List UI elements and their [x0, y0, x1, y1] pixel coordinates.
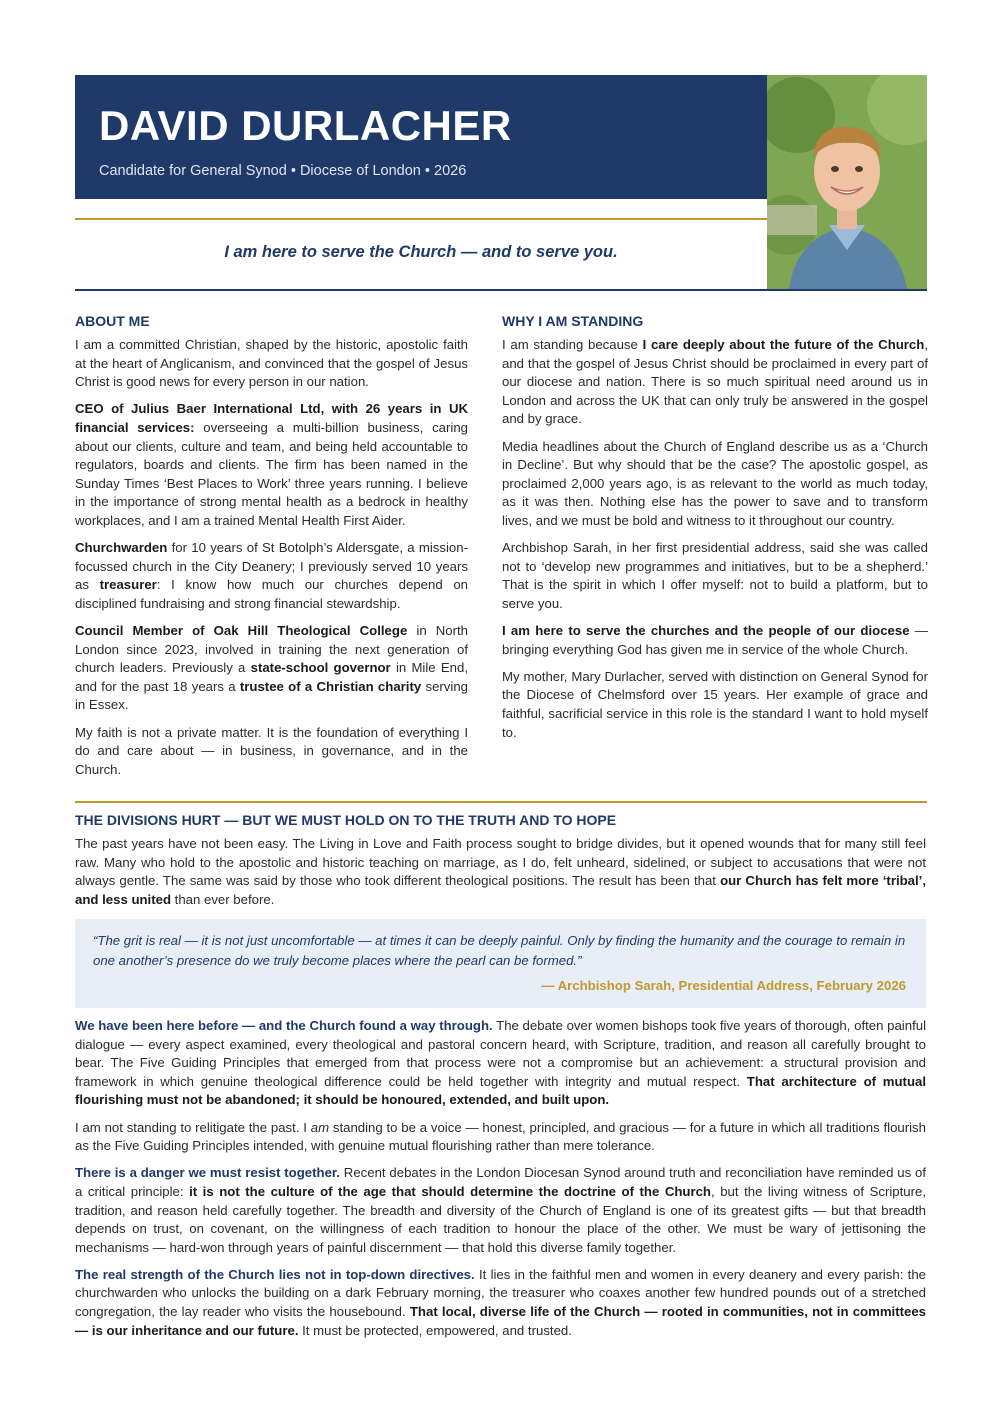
- why-p4-text: — bringing everything God has given me in service of the whole Church.: [502, 623, 928, 657]
- divisions-p5-text-2: It must be protected, empowered, and trusted.: [298, 1322, 572, 1338]
- divisions-p4-lead: There is a danger we must resist together.: [75, 1165, 340, 1181]
- divisions-p5-lead: The real strength of the Church lies not in top-down directives.: [75, 1266, 475, 1282]
- about-paragraph-1: I am a committed Christian, shaped by the historic, apostolic faith at the heart of Anglicanism, and convinced that the gospel of Jesus Christ is good news for every person in our nation.: [75, 337, 468, 390]
- portrait-illustration: [767, 75, 927, 289]
- about-p3-bold-2: treasurer: [99, 577, 157, 593]
- why-paragraph-1: [502, 336, 928, 429]
- divisions-p3-text-2: standing to be a voice — honest, principled, and gracious — for a future in which all traditions flourish as the Five Guiding Principles intended, with genuine mutual flourishing rather than mere tolerance.: [75, 1119, 926, 1154]
- about-p2-bold: CEO of Julius Baer International Ltd, with 26 years in UK financial services:: [75, 401, 468, 435]
- why-p1-text-2: , and that the gospel of Jesus Christ should be proclaimed in every part of our diocese and nation. There is so much spiritual need around us in London and across the UK that can only truly be answered in the gospel and by grace.: [502, 337, 928, 427]
- divisions-p1-text-2: than ever before.: [171, 891, 275, 907]
- candidate-name: DAVID DURLACHER: [99, 102, 512, 149]
- divisions-p1-bold: our Church has felt more ‘tribal’, and less united: [75, 873, 926, 907]
- about-paragraph-5: My faith is not a private matter. It is the foundation of everything I do and care about — in business, in governance, and in the Church.: [75, 724, 468, 777]
- divisions-p5-bold: That local, diverse life of the Church — rooted in communities, not in committees — is our inheritance and our future.: [75, 1304, 927, 1338]
- quote-text: “The grit is real — it is not just uncomfortable — at times it can be deeply painful. Only by finding the humanity and the courage to remain in one another’s presence do we truly become places where the pearl can be formed.”: [93, 933, 906, 969]
- about-p3-text-2: : I know how much our churches depend on disciplined fundraising and strong financial stewardship.: [75, 577, 469, 611]
- header-banner: [75, 75, 767, 199]
- about-section: [75, 312, 468, 788]
- about-p4-text-2: in Mile End, and for the past 18 years a: [75, 660, 468, 694]
- about-p4-bold-3: trustee of a Christian charity: [239, 678, 422, 694]
- quote-attribution: — Archbishop Sarah, Presidential Address, February 2026: [541, 978, 906, 994]
- divisions-paragraph-4: [75, 1164, 926, 1257]
- why-paragraph-5: My mother, Mary Durlacher, served with distinction on General Synod for the Diocese of Chelmsford over 15 years. Her example of grace and faithful, sacrificial service in this role is the standard I want to hold myself to.: [502, 668, 928, 740]
- divisions-p1-text-1: The past years have not been easy. The Living in Love and Faith process sought to bridge divides, but it opened wounds that for many still feel raw. Many who hold to the apostolic and historic teaching on marriage, as I do, felt unheard, sidelined, or subject to accusations that were not always gentle. The same was said by those who took different theological positions. The result has been that: [75, 836, 926, 889]
- divisions-p4-text-2: , but the living witness of Scripture, tradition, and reason held carefully together. The breadth and diversity of the Church of England is one of its greatest gifts — but that breadth depends on trust, on covenant, on the willingness of each tradition to honour the place of the other. We must be wary of jettisoning the mechanisms — hard-won through years of painful discernment — that hold this diverse family together.: [75, 1183, 926, 1255]
- about-p4-bold-2: state-school governor: [250, 660, 391, 676]
- quote-box: [75, 919, 926, 1008]
- candidate-subtitle: Candidate for General Synod • Diocese of London • 2026: [99, 163, 467, 179]
- divisions-p4-bold: it is not the culture of the age that should determine the doctrine of the Church: [189, 1183, 711, 1199]
- about-paragraph-3: [75, 539, 468, 613]
- about-p4-text-1: in North London since 2023, involved in training the next generation of church leaders. Previously a: [75, 623, 468, 676]
- about-paragraph-4: [75, 622, 468, 715]
- about-p3-bold-1: Churchwarden: [75, 540, 168, 556]
- header-divider: [75, 218, 767, 220]
- divisions-p5-text-1: It lies in the faithful men and women in every deanery and every parish: the churchwarden who unlocks the building on a dark February morning, the treasurer who coaxes another few hundred pounds out of a stretched congregation, the lay reader who visits the housebound.: [75, 1266, 926, 1320]
- divisions-paragraph-3: [75, 1119, 926, 1156]
- divisions-p2-lead: We have been here before — and the Church found a way through.: [75, 1017, 493, 1033]
- why-section: [502, 312, 928, 751]
- about-p2-text: overseeing a multi-billion business, caring about our clients, culture and team, and being held accountable to regulators, boards and clients. The firm has been named in the Sunday Times ‘Best Places to Work’ three years running. I believe in the importance of strong mental health as a bedrock in healthy workplaces, and I am a trained Mental Health First Aider.: [75, 419, 468, 528]
- candidate-photo: [767, 75, 927, 289]
- divisions-heading: THE DIVISIONS HURT — BUT WE MUST HOLD ON TO THE TRUTH AND TO HOPE: [75, 812, 617, 828]
- divisions-p2-text: The debate over women bishops took five years of thorough, often painful dialogue — every aspect examined, every theological and pastoral concern heard, with Scripture, tradition, and reason all carefully brought to bear. The Five Guiding Principles that emerged from that process were not a compromise but an achievement: a structural provision and framework in which genuine theological difference could be held together with integrity and mutual respect.: [75, 1017, 926, 1089]
- why-paragraph-3: Archbishop Sarah, in her first presidential address, said she was called not to ‘develop new programmes and initiatives, but to be a shepherd.’ That is the spirit in which I offer myself: not to build a platform, but to serve you.: [502, 540, 928, 611]
- why-paragraph-2: Media headlines about the Church of England describe us as a ‘Church in Decline’. But why should that be the case? The apostolic gospel, as proclaimed 2,000 years ago, is as relevant to the world as much today, as it was then. Nothing else has the power to save and to transform lives, and we must be bold and witness to it throughout our country.: [502, 438, 928, 528]
- divisions-divider: [75, 801, 927, 803]
- why-p1-bold: I care deeply about the future of the Church: [642, 337, 925, 352]
- divisions-p3-text-1: I am not standing to relitigate the past. I: [75, 1119, 311, 1135]
- why-paragraph-4: [502, 622, 928, 659]
- divisions-paragraph-5: [75, 1266, 926, 1340]
- divisions-section: [75, 811, 926, 1349]
- why-heading: WHY I AM STANDING: [502, 313, 644, 329]
- divisions-paragraph-1: [75, 835, 926, 909]
- about-paragraph-2: [75, 400, 468, 530]
- about-p4-bold-1: Council Member of Oak Hill Theological College: [75, 623, 408, 639]
- divisions-p4-text-1: Recent debates in the London Diocesan Synod around truth and reconciliation have reminded us of a critical principle:: [75, 1165, 926, 1199]
- about-p4-text-3: serving in Essex.: [75, 678, 468, 713]
- section-divider: [75, 289, 927, 291]
- divisions-paragraph-2: [75, 1017, 926, 1110]
- why-p1-text-1: I am standing because: [502, 337, 643, 352]
- about-p3-text-1: for 10 years of St Botolph’s Aldersgate, a mission-focussed church in the City Deanery; I previously served 10 years as: [75, 540, 468, 593]
- why-p4-bold: I am here to serve the churches and the people of our diocese: [502, 623, 910, 639]
- divisions-p2-bold: That architecture of mutual flourishing must not be abandoned; it should be honoured, extended, and built upon.: [75, 1073, 926, 1108]
- about-heading: ABOUT ME: [75, 313, 150, 329]
- divisions-p3-emphasis: am: [310, 1119, 330, 1135]
- tagline: I am here to serve the Church — and to serve you.: [224, 243, 618, 261]
